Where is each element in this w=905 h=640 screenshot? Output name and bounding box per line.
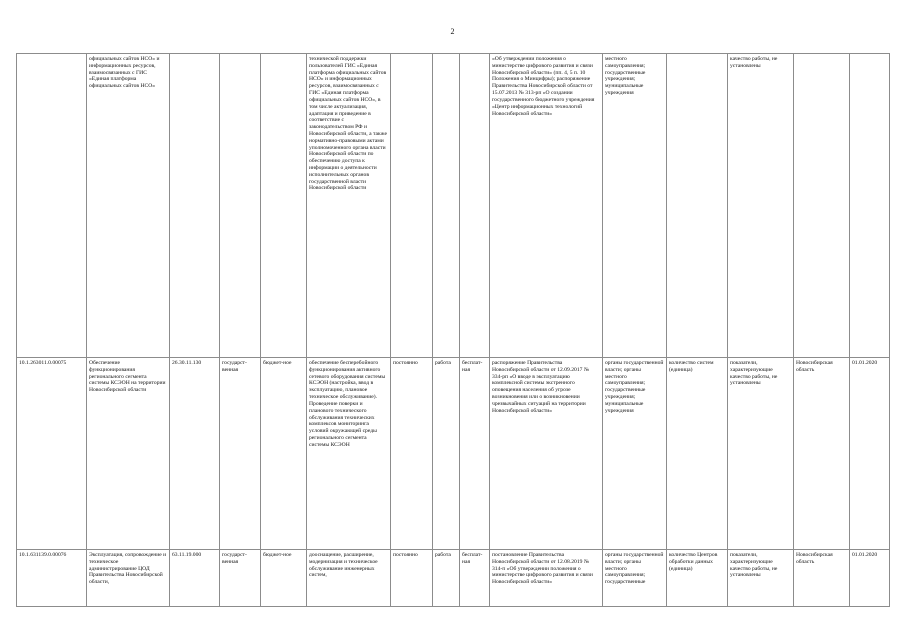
cell-num: 10.1.631139.0.00076 — [17, 550, 87, 607]
cell-volume: количество систем (единица) — [667, 358, 728, 550]
cell-name: Эксплуатация, сопровождение и техническое администрирование ЦОД Правительства Новосибирской области, — [87, 550, 170, 607]
registry-table — [16, 53, 890, 607]
table-row — [17, 54, 890, 358]
cell-volume — [667, 54, 728, 358]
cell-legal: постановление Правительства Новосибирской области от 12.08.2019 № 314-п «Об утверждении положения о министерстве цифрового развития и связи Новосибирской области» — [490, 550, 603, 607]
cell-date: 01.01.2020 — [850, 358, 890, 550]
table-row — [17, 358, 890, 550]
cell-mode: постоянно — [391, 358, 433, 550]
cell-okpd: 26.30.11.130 — [170, 358, 220, 550]
cell-legal: распоряжение Правительства Новосибирской области от 12.09.2017 № 334-рп «О вводе в эксплуатацию комплексной системы экстренного оповещения населения об угрозе возникновения или о возникновении чрезвычайных ситуаций на территории Новосибирской области» — [490, 358, 603, 550]
cell-mode — [391, 54, 433, 358]
cell-volume: количество Центров обработки данных (единица) — [667, 550, 728, 607]
cell-type: государст-венная — [220, 550, 261, 607]
cell-okpd: 63.11.19.000 — [170, 550, 220, 607]
cell-content: обеспечение бесперебойного функционирования активного сетевого оборудования системы КСЭОН (настройка, ввод в эксплуатацию, плановое техническое обслуживание). Проведение поверки и планового технического обслуживания технических комплексов мониторинга условий окружающей среды регионального сегмента системы КСЭОН — [307, 358, 391, 550]
cell-content: технической поддержки пользователей ГИС «Единая платформа официальных сайтов НСО» и информационных ресурсов, взаимосвязанных с ГИС «Единая платформа официальных сайтов НСО», в том числе актуализация, адаптация и приведение в соответствие с законодательством РФ и Новосибирской области, а также нормативно-правовыми актами уполномоченного органа власти Новосибирской области по обеспечению доступа к информации о деятельности исполнительных органов государственной власти Новосибирской области — [307, 54, 391, 358]
cell-kind — [433, 54, 460, 358]
cell-kind: работа — [433, 550, 460, 607]
cell-num — [17, 54, 87, 358]
cell-type — [220, 54, 261, 358]
cell-territory — [794, 54, 850, 358]
page-number: 2 — [450, 27, 455, 36]
cell-pay: бесплат-ная — [460, 550, 490, 607]
cell-consumers: местного самоуправления; государственные учреждения; муниципальные учреждения — [603, 54, 667, 358]
cell-budget: бюджет-ное — [261, 358, 307, 550]
cell-territory: Новосибирская область — [794, 358, 850, 550]
cell-name: Обеспечение функционирования регионального сегмента системы КСЭОН на территории Новосибирской области — [87, 358, 170, 550]
cell-budget — [261, 54, 307, 358]
cell-legal: «Об утверждении положения о министерстве цифрового развития и связи Новосибирской области» (пп. 4, 5 п. 10 Положения о Минцифры); распоряжение Правительства Новосибирской области от 15.07.2013 № 313-рп «О создании государственного бюджетного учреждения «Центр информационных технологий Новосибирской области» — [490, 54, 603, 358]
cell-date: 01.01.2020 — [850, 550, 890, 607]
cell-pay — [460, 54, 490, 358]
cell-consumers: органы государственной власти; органы местного самоуправления; государственные учреждения; муниципальные учреждения — [603, 358, 667, 550]
cell-pay: бесплат-ная — [460, 358, 490, 550]
cell-name: официальных сайтов НСО» и информационных ресурсов, взаимосвязанных с ГИС «Единая платформа официальных сайтов НСО» — [87, 54, 170, 358]
cell-mode: постоянно — [391, 550, 433, 607]
cell-consumers: органы государственной власти; органы местного самоуправления; государственные — [603, 550, 667, 607]
cell-quality: качество работы, не установлены — [728, 54, 794, 358]
cell-num: 10.1.263011.0.00075 — [17, 358, 87, 550]
cell-type: государст-венная — [220, 358, 261, 550]
cell-quality: показатели, характеризующие качество работы, не установлены — [728, 550, 794, 607]
table-row — [17, 550, 890, 607]
cell-date — [850, 54, 890, 358]
cell-quality: показатели, характеризующие качество работы, не установлены — [728, 358, 794, 550]
cell-content: дооснащение, расширение, модернизация и техническое обслуживание инженерных систем, — [307, 550, 391, 607]
cell-territory: Новосибирская область — [794, 550, 850, 607]
cell-okpd — [170, 54, 220, 358]
cell-kind: работа — [433, 358, 460, 550]
cell-budget: бюджет-ное — [261, 550, 307, 607]
